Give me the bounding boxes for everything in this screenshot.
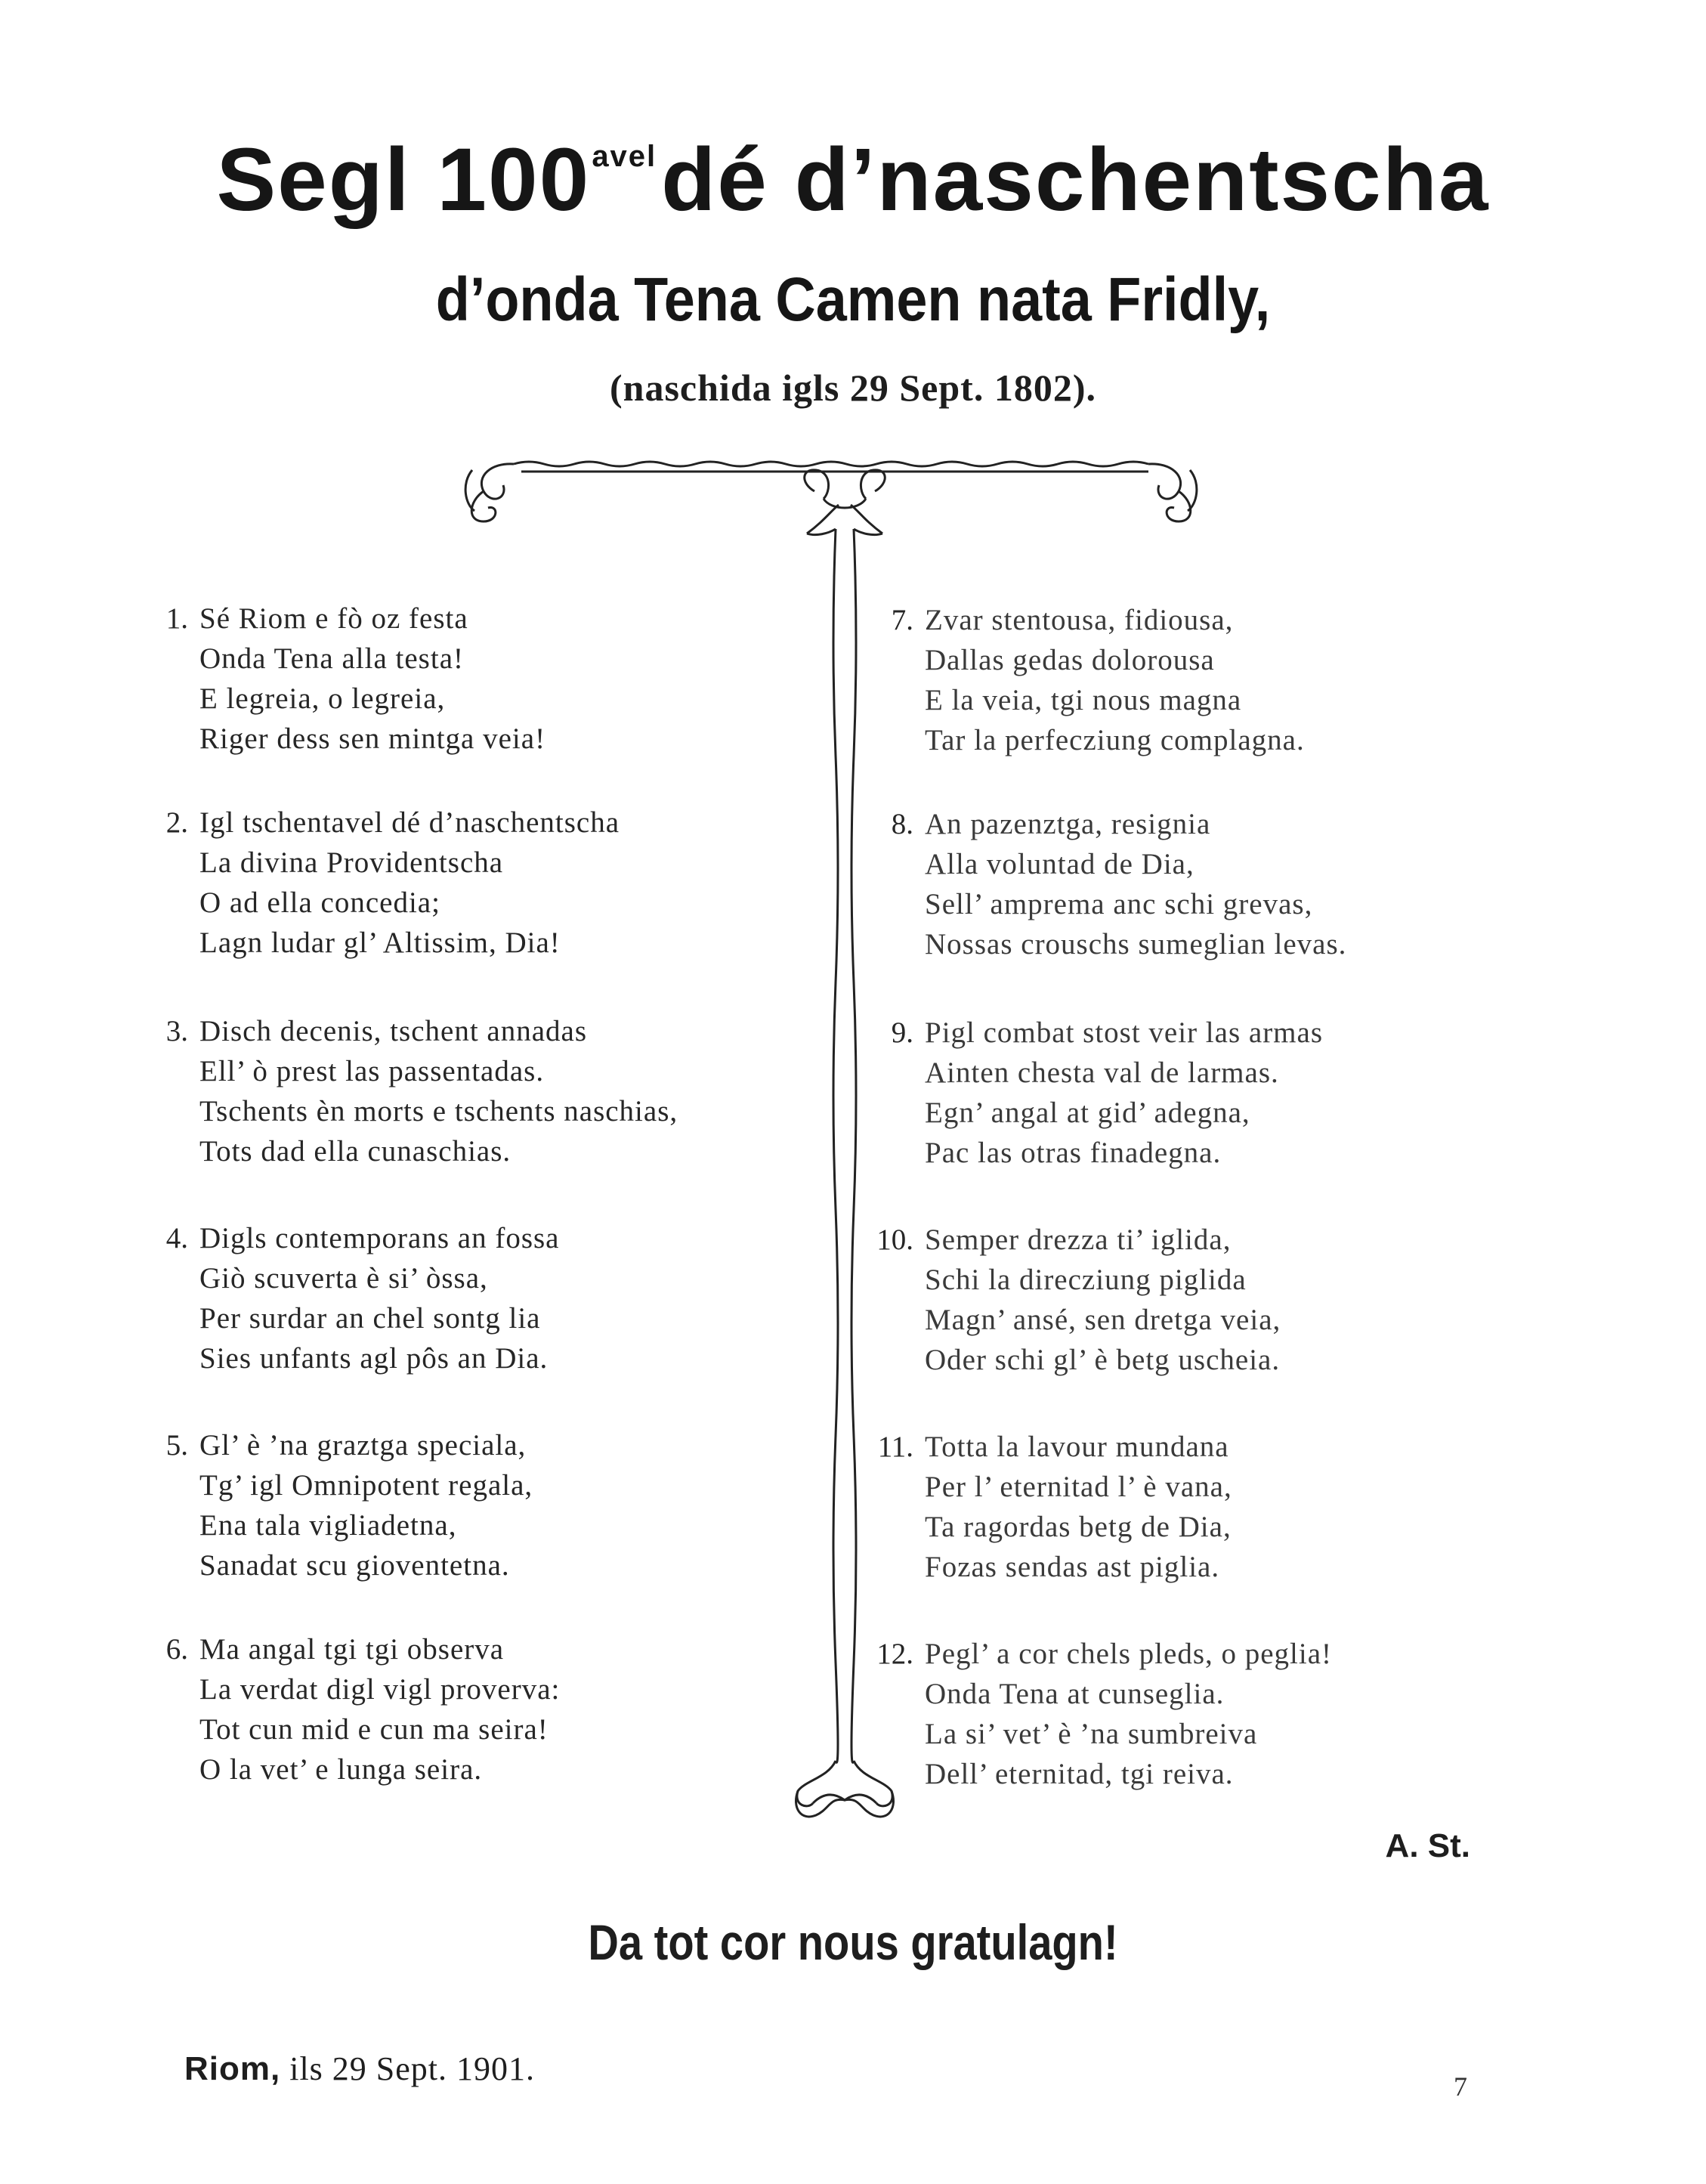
verse-line: Oder schi gl’ è betg uscheia. [925, 1344, 1281, 1376]
verse-line: Igl tschentavel dé d’naschentscha [199, 806, 620, 839]
verse-line: Sell’ amprema anc schi grevas, [925, 888, 1313, 920]
stanza-number: 11. [877, 1431, 913, 1463]
verse-line: Dell’ eternitad, tgi reiva. [925, 1758, 1234, 1790]
stanza-2 [165, 803, 620, 963]
verse-line: O la vet’ e lunga seira. [199, 1753, 483, 1786]
place-name: Riom, [184, 2050, 281, 2087]
stanza-number: 8. [891, 808, 913, 840]
stanza-12 [876, 1634, 1333, 1794]
verse-line: Schi la direcziung piglida [925, 1264, 1247, 1296]
subtitle: d’onda Tena Camen nata Fridly, [435, 265, 1271, 334]
verse-line: Tar la perfecziung complagna. [925, 724, 1305, 756]
verse-line: Tots dad ella cunaschias. [199, 1135, 511, 1168]
stanza-4 [165, 1218, 560, 1378]
verse-line: Ell’ ò prest las passentadas. [199, 1055, 545, 1087]
verse-line: Tot cun mid e cun ma seira! [199, 1713, 549, 1746]
verse-line: Nossas crouschs sumeglian levas. [925, 928, 1347, 961]
verse-line: Sies unfants agl pôs an Dia. [199, 1342, 549, 1375]
verse-line: Pac las otras finadegna. [925, 1137, 1222, 1169]
date-text: ils 29 Sept. 1901. [289, 2050, 536, 2087]
verse-line: Pigl combat stost veir las armas [925, 1016, 1324, 1049]
verse-line: Giò scuverta è si’ òssa, [199, 1262, 488, 1295]
verse-line: Fozas sendas ast piglia. [925, 1551, 1220, 1583]
stanza-number: 1. [165, 602, 188, 635]
verse-line: Semper drezza ti’ iglida, [925, 1223, 1232, 1256]
stanza-number: 12. [876, 1638, 913, 1670]
stanza-number: 2. [165, 806, 188, 839]
title-rest: dé d’naschentscha [661, 130, 1490, 230]
verse-line: Ena tala vigliadetna, [199, 1509, 457, 1542]
stanza-number: 7. [891, 604, 913, 636]
title-main: Segl 100 [216, 130, 591, 230]
stanza-8 [891, 804, 1347, 964]
verse-line: Disch decenis, tschent annadas [199, 1015, 588, 1047]
verse-line: Sanadat scu gioventetna. [199, 1549, 510, 1582]
stanza-number: 3. [165, 1015, 188, 1047]
verse-line: E la veia, tgi nous magna [925, 684, 1242, 716]
stanza-number: 6. [165, 1633, 188, 1666]
stanza-7 [891, 600, 1305, 760]
stanza-5 [165, 1425, 533, 1585]
author-signature: A. St. [1385, 1827, 1470, 1864]
verse-line: Lagn ludar gl’ Altissim, Dia! [199, 926, 561, 959]
stanza-number: 5. [165, 1429, 188, 1462]
verse-line: Per surdar an chel sontg lia [199, 1302, 541, 1335]
page-number: 7 [1454, 2071, 1467, 2102]
closing-greeting: Da tot cor nous gratulagn! [588, 1914, 1118, 1970]
verse-line: Magn’ ansé, sen dretga veia, [925, 1304, 1281, 1336]
verse-line: Zvar stentousa, fidiousa, [925, 604, 1234, 636]
verse-line: Sé Riom e fò oz festa [199, 602, 468, 635]
verse-line: An pazenztga, resignia [925, 808, 1211, 840]
verse-line: La divina Providentscha [199, 846, 504, 879]
verse-line: Alla voluntad de Dia, [925, 848, 1195, 880]
stanza-9 [891, 1013, 1324, 1173]
verse-line: Ainten chesta val de larmas. [925, 1056, 1279, 1089]
stanza-10 [876, 1220, 1281, 1380]
birth-dateline: (naschida igls 29 Sept. 1802). [610, 367, 1096, 409]
verse-line: Tschents èn morts e tschents naschias, [199, 1095, 678, 1128]
stanza-number: 4. [165, 1222, 188, 1254]
verse-line: Pegl’ a cor chels pleds, o peglia! [925, 1638, 1333, 1670]
title-superscript: avel [592, 140, 657, 173]
stanza-11 [877, 1427, 1232, 1587]
verse-line: O ad ella concedia; [199, 886, 440, 919]
verse-line: Digls contemporans an fossa [199, 1222, 560, 1254]
verse-line: Tg’ igl Omnipotent regala, [199, 1469, 533, 1502]
verse-line: Ma angal tgi tgi observa [199, 1633, 505, 1666]
place-date-line [184, 2049, 535, 2088]
stanza-number: 9. [891, 1016, 913, 1049]
verse-line: Totta la lavour mundana [925, 1431, 1229, 1463]
verse-line: Egn’ angal at gid’ adegna, [925, 1097, 1250, 1129]
verse-line: Riger dess sen mintga veia! [199, 722, 546, 755]
verse-line: Dallas gedas dolorousa [925, 644, 1215, 676]
verse-line: Per l’ eternitad l’ è vana, [925, 1471, 1232, 1503]
verse-line: E legreia, o legreia, [199, 682, 446, 715]
verse-line: Gl’ è ’na graztga speciala, [199, 1429, 527, 1462]
stanza-6 [165, 1629, 561, 1790]
verse-line: Ta ragordas betg de Dia, [925, 1511, 1232, 1543]
verse-line: La verdat digl vigl proverva: [199, 1673, 561, 1706]
verse-line: Onda Tena at cunseglia. [925, 1678, 1225, 1710]
stanza-3 [165, 1011, 678, 1171]
stanza-number: 10. [876, 1223, 913, 1256]
verse-line: La si’ vet’ è ’na sumbreiva [925, 1718, 1258, 1750]
stanza-1 [165, 599, 546, 759]
verse-line: Onda Tena alla testa! [199, 642, 464, 675]
